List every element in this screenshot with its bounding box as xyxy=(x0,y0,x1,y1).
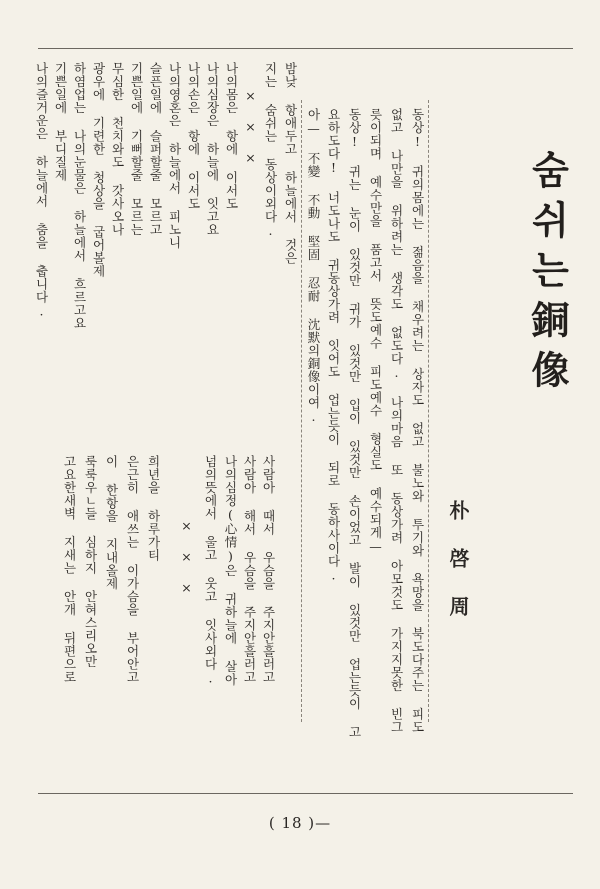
poem-line: 나의심정(心情)은 귀하늘에 살아 xyxy=(223,455,238,686)
poem-line: 나의몸은 항에 이서도 xyxy=(224,62,239,210)
poem-title: 숨쉬는銅像 xyxy=(525,150,570,400)
poem-line: 기쁜일에 부디질제 xyxy=(53,62,68,182)
poem-line: 광우에 기련한 청상을 굽어볼제 xyxy=(91,62,106,278)
epigraph-line: 아— 不變 不動 堅固 忍耐 沈默의銅像이여. xyxy=(306,108,321,425)
poem-line: 이 한항을 지내올제 xyxy=(104,455,119,590)
epigraph-line: 릇이되며 예수만을 품고서 뜻도예수 피도예수 형실도 예수되게— xyxy=(368,108,383,555)
epigraph-line: 없고 나만을 위하려는 생각도 없도다. 나의마음 또 동상가려 아모것도 가지지못한 빈그 xyxy=(389,108,404,734)
poem-line: 나의즐거운은 하늘에서 춤을 춥니다. xyxy=(34,62,49,319)
poem-line: 하염업는 나의눈물은 하늘에서 흐르고요 xyxy=(72,62,87,330)
poem-line: 희년을 하루가티 xyxy=(146,455,161,562)
poem-line: 룩룩우ㄴ들 심하지 안혀스리오만 xyxy=(83,455,98,668)
poem-line: 넘의뜻에서 울고 웃고 잇사외다. xyxy=(203,455,218,686)
poem-line: 무심한 천치와도 갓사오나 xyxy=(110,62,125,236)
epigraph-line: 요하도다! 너도나도 귀동상가려 잇어도 업는듯이 되로 동하사이다. xyxy=(326,108,341,583)
page-number: ( 18 )— xyxy=(268,814,332,832)
poem-line: 슬픈일에 슬퍼할줄 모르고 xyxy=(148,62,163,236)
epigraph-line: 동상! 귀의몸에는 젊음을 채우려는 상자도 없고 불노와 투기와 욕망을 북도다주는 피도 xyxy=(410,108,425,734)
poem-line: 나의손은 항에 이서도 xyxy=(186,62,201,210)
author-name: 朴啓周 xyxy=(446,500,470,644)
stanza-separator: × × × xyxy=(179,518,194,596)
bottom-rule xyxy=(38,793,573,794)
poem-line: 고요한새벽 지새는 안개 뒤편으로 xyxy=(62,455,77,684)
poem-line: 사람아 때서 우슴을 주지안흘러고 xyxy=(261,455,276,684)
poem-line: 기쁜일에 기뻐할줄 모르는 xyxy=(129,62,144,236)
poem-line: 밤낮 항애두고 하늘에서 것은 xyxy=(283,62,298,265)
poem-line: 은근히 애쓰는 이가슴을 부어안고 xyxy=(125,455,140,684)
top-rule xyxy=(38,48,573,49)
epigraph-line: 동상! 귀는 눈이 있것만 귀가 있것만 입이 있것만 손이었고 발이 있것만 업는듯이 고 xyxy=(347,108,362,739)
stanza-separator: × × × xyxy=(243,88,258,166)
poem-line: 지는 숨쉬는 동상이외다. xyxy=(263,62,278,239)
poem-line: 사람아 해서 우슴을 주지안흘러고 xyxy=(242,455,257,684)
poem-line: 나의영혼은 하늘에서 피노니 xyxy=(167,62,182,249)
poem-line: 나의심장은 하늘에 잇고요 xyxy=(205,62,220,236)
